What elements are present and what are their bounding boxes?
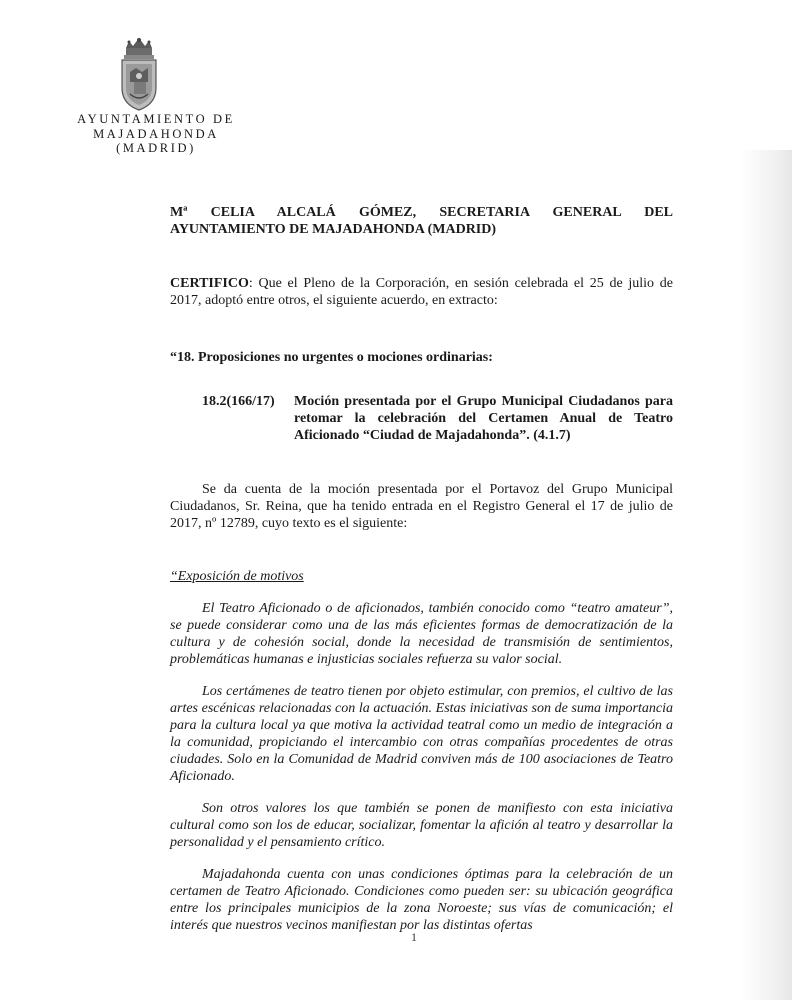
- body-paragraph-2: Los certámenes de teatro tienen por objeto estimular, con premios, el cultivo de las artes escénicas relacionadas con la actuación. Estas iniciativas son de suma importancia para la cultura local ya que motiva la actividad teatral como un medio de integración a la comunidad, propiciando el intercambio con otras compañías procedentes de otras ciudades. Solo en la Comunidad de Madrid conviven más de 100 asociaciones de Teatro Aficionado.: [170, 684, 673, 784]
- certifico-label: CERTIFICO: [170, 276, 249, 291]
- certification-paragraph: [170, 275, 673, 309]
- motion-number: 18.2(166/17): [202, 394, 275, 409]
- document-body: [170, 204, 673, 934]
- body-paragraph-1: El Teatro Aficionado o de aficionados, también conocido como “teatro amateur”, se puede considerar como una de las más eficientes formas de democratización de la cultura y de cohesión social, donde la necesidad de transmisión de sentimientos, problemáticas humanas e injusticias sociales refuerza su valor social.: [170, 601, 673, 667]
- intro-paragraph: Se da cuenta de la moción presentada por el Portavoz del Grupo Municipal Ciudadanos, Sr. Reina, que ha tenido entrada en el Registro General el 17 de julio de 2017, nº 12789, cuyo texto es el siguiente:: [170, 482, 673, 531]
- org-name-line3: (MADRID): [116, 141, 196, 155]
- section-heading: “18. Proposiciones no urgentes o mociones ordinarias:: [170, 350, 493, 365]
- org-name-line2: MAJADAHONDA: [93, 126, 219, 141]
- organization-header: [70, 112, 242, 156]
- certifico-text-line1: : Que el Pleno de la Corporación, en sesión celebrada el 25 de julio de: [248, 276, 673, 291]
- coat-of-arms-icon: [116, 38, 162, 112]
- motion-title: Moción presentada por el Grupo Municipal Ciudadanos para retomar la celebración del Certamen Anual de Teatro Aficionado “Ciudad de Majadahonda”. (4.1.7): [294, 394, 673, 443]
- document-title-line1: Mª CELIA ALCALÁ GÓMEZ, SECRETARIA GENERAL DEL: [170, 205, 673, 220]
- org-name-line1: AYUNTAMIENTO DE: [77, 112, 235, 126]
- motion-block: [170, 393, 673, 444]
- body-paragraph-4: Majadahonda cuenta con unas condiciones óptimas para la celebración de un certamen de Teatro Aficionado. Condiciones como pueden ser: su ubicación geográfica entre los principales municipios de la zona Noroeste; sus vías de comunicación; el interés que nuestros vecinos manifiestan por las distintas ofertas: [170, 867, 673, 933]
- certifico-text-line2: 2017, adoptó entre otros, el siguiente acuerdo, en extracto:: [170, 293, 498, 308]
- body-paragraph-3: Son otros valores los que también se ponen de manifiesto con esta iniciativa cultural como son los de educar, socializar, fomentar la afición al teatro y desarrollar la personalidad y el pensamiento crítico.: [170, 801, 673, 850]
- document-title-line2: AYUNTAMIENTO DE MAJADAHONDA (MADRID): [170, 222, 497, 237]
- page-edge-shadow: [740, 150, 792, 1000]
- page-number: 1: [411, 930, 417, 944]
- exposition-heading: “Exposición de motivos: [170, 569, 304, 584]
